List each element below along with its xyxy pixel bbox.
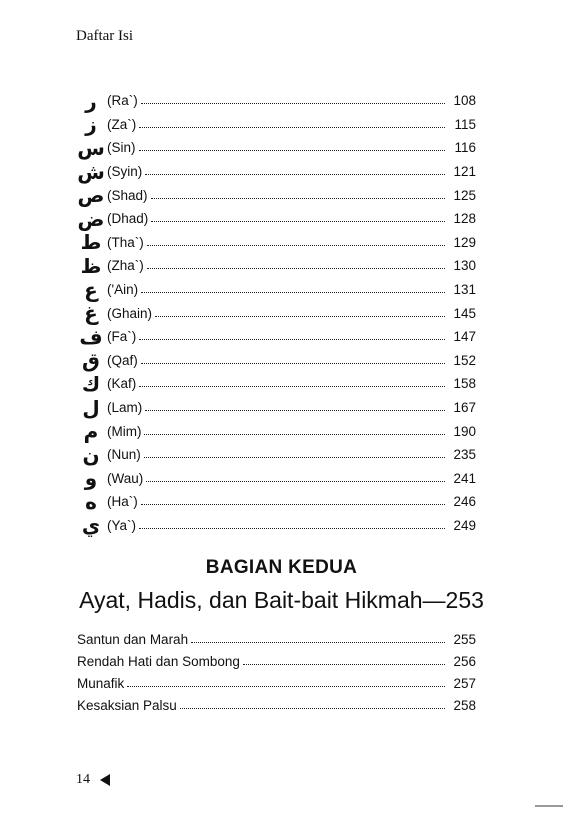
toc-entry-page: 131 (453, 282, 476, 298)
toc-entry-label: (Sin) (107, 140, 136, 156)
toc-entry-page: 129 (453, 234, 476, 250)
arabic-letter: و (84, 466, 98, 491)
toc-entry[interactable] (76, 628, 476, 650)
section-title: BAGIAN KEDUA (205, 557, 358, 578)
arabic-letter: ص (77, 183, 105, 208)
toc-entry[interactable] (76, 301, 476, 325)
dot-leader (147, 245, 445, 246)
toc-entry-label: Munafik (77, 675, 125, 691)
toc-entry-label: (Kaf) (107, 376, 137, 392)
page-edge-mark (535, 805, 563, 807)
toc-entry-page: 108 (453, 93, 476, 109)
toc-entry[interactable] (76, 396, 476, 420)
toc-entry-label: (Fa`) (107, 329, 137, 345)
dot-leader (145, 174, 445, 175)
arabic-letter: ه (85, 489, 97, 514)
toc-entry-label: (Qaf) (107, 352, 138, 368)
toc-entry-page: 241 (453, 470, 476, 486)
toc-entry-page: 235 (453, 447, 476, 463)
arabic-letter: ف (79, 324, 103, 349)
toc-entry[interactable] (76, 136, 476, 160)
toc-entry[interactable] (76, 490, 476, 514)
toc-entry-label: (Wau) (107, 470, 144, 486)
dot-leader (151, 198, 445, 199)
dot-leader (127, 686, 445, 687)
toc-entry-page: 145 (453, 305, 476, 321)
toc-entry[interactable] (76, 278, 476, 302)
toc-entry[interactable] (76, 160, 476, 184)
running-head: Daftar Isi (76, 28, 134, 44)
left-triangle-icon (100, 774, 110, 786)
toc-entry-page: 158 (453, 376, 476, 392)
toc-entry[interactable] (76, 672, 476, 694)
toc-entry[interactable] (76, 419, 476, 443)
arabic-letter: ك (81, 371, 101, 396)
toc-entry-label: (Syin) (107, 164, 143, 180)
toc-entry[interactable] (76, 89, 476, 113)
dot-leader (144, 434, 445, 435)
dot-leader (141, 363, 445, 364)
page-number: 14 (76, 772, 90, 787)
toc-entry-page: 167 (453, 400, 476, 416)
toc-entry-page: 147 (453, 329, 476, 345)
toc-entry[interactable] (76, 183, 476, 207)
arabic-letter: ق (82, 348, 100, 373)
toc-entry-page: 255 (453, 631, 476, 647)
toc-entry-page: 128 (453, 211, 476, 227)
dot-leader (155, 316, 445, 317)
toc-entry-label: (Ha`) (107, 494, 138, 510)
toc-entry-page: 246 (453, 494, 476, 510)
toc-entry-page: 125 (453, 187, 476, 203)
arabic-letter: ض (77, 206, 105, 231)
toc-entry[interactable] (76, 254, 476, 278)
dot-leader (191, 642, 445, 643)
toc-entry-label: Rendah Hati dan Sombong (77, 653, 240, 669)
arabic-letter: م (83, 419, 99, 444)
toc-entry-page: 256 (453, 653, 476, 669)
toc-entry[interactable] (76, 467, 476, 491)
toc-chapter-list (76, 628, 476, 716)
toc-entry[interactable] (76, 443, 476, 467)
dot-leader (141, 292, 445, 293)
arabic-letter: ن (82, 442, 100, 467)
dot-leader (145, 410, 445, 411)
dot-leader (180, 708, 445, 709)
toc-entry-page: 258 (453, 697, 476, 713)
dot-leader (243, 664, 445, 665)
arabic-letter: س (77, 135, 105, 160)
dot-leader (139, 528, 445, 529)
toc-entry-label: (Lam) (107, 400, 143, 416)
toc-entry-label: (Ra`) (107, 93, 138, 109)
toc-entry[interactable] (76, 231, 476, 255)
arabic-letter: ظ (80, 253, 102, 278)
toc-entry-label: (Zha`) (107, 258, 144, 274)
toc-entry-label: (Tha`) (107, 234, 144, 250)
toc-entry-page: 257 (453, 675, 476, 691)
arabic-letter: غ (84, 301, 98, 326)
dot-leader (139, 386, 445, 387)
toc-entry-label: (Ya`) (107, 517, 136, 533)
toc-entry-page: 152 (453, 352, 476, 368)
page-footer (76, 772, 110, 788)
toc-letter-list (76, 89, 476, 537)
toc-entry-label: (Nun) (107, 447, 141, 463)
dot-leader (144, 457, 445, 458)
dot-leader (146, 481, 445, 482)
section-subtitle[interactable]: Ayat, Hadis, dan Bait-bait Hikmah—253 (79, 587, 484, 613)
toc-entry-label: Kesaksian Palsu (77, 697, 177, 713)
arabic-letter: ع (84, 277, 98, 302)
dot-leader (141, 504, 445, 505)
toc-entry-page: 130 (453, 258, 476, 274)
dot-leader (141, 103, 445, 104)
toc-entry-page: 115 (454, 116, 476, 132)
dot-leader (139, 339, 445, 340)
toc-entry[interactable] (76, 650, 476, 672)
toc-entry-label: (Mim) (107, 423, 142, 439)
toc-entry[interactable] (76, 514, 476, 538)
toc-entry-page: 249 (453, 517, 476, 533)
toc-entry[interactable] (76, 113, 476, 137)
arabic-letter: ل (82, 395, 100, 420)
toc-entry-label: (Dhad) (107, 211, 149, 227)
toc-entry-label: ('Ain) (107, 282, 139, 298)
toc-entry-label: Santun dan Marah (77, 631, 189, 647)
toc-entry-page: 121 (453, 164, 476, 180)
dot-leader (139, 150, 445, 151)
toc-entry[interactable] (76, 325, 476, 349)
dot-leader (139, 127, 445, 128)
toc-entry[interactable] (76, 694, 476, 716)
arabic-letter: ي (81, 513, 101, 538)
toc-entry-label: (Ghain) (107, 305, 153, 321)
arabic-letter: ر (85, 88, 97, 113)
toc-entry-page: 190 (453, 423, 476, 439)
arabic-letter: ز (85, 112, 97, 137)
toc-entry[interactable] (76, 349, 476, 373)
arabic-letter: ش (77, 159, 105, 184)
arabic-letter: ط (80, 230, 102, 255)
toc-entry-label: (Za`) (107, 116, 137, 132)
dot-leader (151, 221, 445, 222)
toc-entry-page: 116 (454, 140, 476, 156)
toc-entry[interactable] (76, 372, 476, 396)
toc-entry-label: (Shad) (107, 187, 148, 203)
toc-entry[interactable] (76, 207, 476, 231)
dot-leader (147, 268, 445, 269)
